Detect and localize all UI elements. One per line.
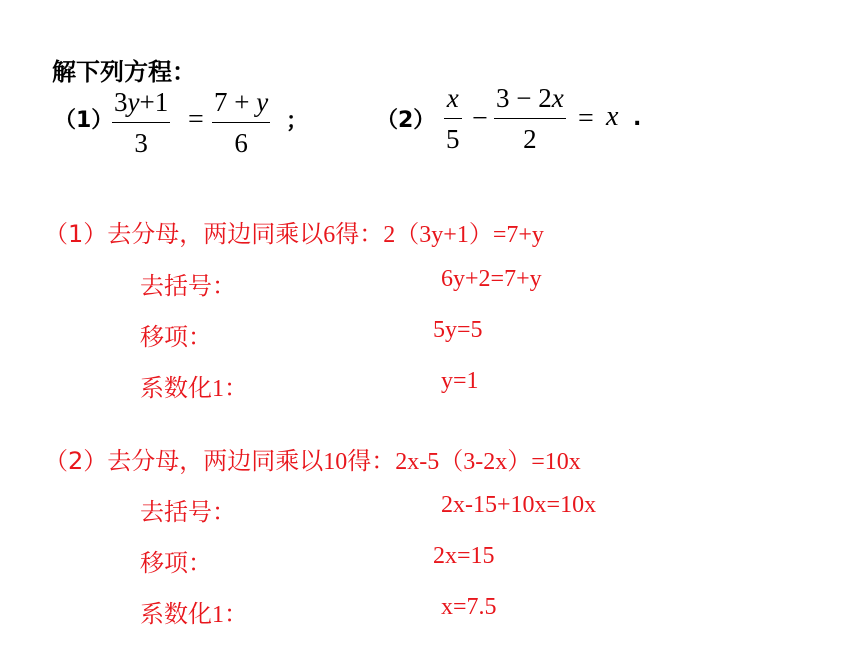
solution-1-step-4-equation: y=1: [441, 368, 479, 394]
solution-2-step-4-label: 系数化1：: [140, 600, 248, 628]
fraction-denominator: 6: [234, 128, 248, 158]
fraction-denominator: 2: [523, 124, 537, 154]
step-label: （1）去分母，两边同乘以: [44, 220, 324, 248]
step-label-suffix: 得：: [347, 447, 396, 475]
fraction-bar: [494, 118, 566, 119]
step-number: 10: [323, 449, 348, 475]
solution-2-step-4-equation: x=7.5: [441, 594, 497, 620]
fraction-numerator: 7 + y: [214, 87, 269, 117]
problem-2-label: （2）: [376, 108, 436, 133]
fraction-bar: [444, 118, 462, 119]
step-equation: 2x-5（3-2x）=10x: [395, 449, 581, 475]
rhs-variable: x: [606, 101, 619, 132]
step-number: 6: [323, 222, 336, 248]
problem-2-end: .: [633, 106, 642, 131]
problem-1-label: （1）: [54, 108, 114, 133]
solution-2-step-1: [44, 441, 581, 476]
step-label-suffix: 得：: [335, 220, 384, 248]
fraction-numerator: 3y+1: [114, 87, 169, 117]
solution-2-step-2-label: 去括号：: [140, 498, 236, 526]
solution-1-step-2-label: 去括号：: [140, 272, 236, 300]
problem-2-fraction-1: [444, 82, 462, 155]
step-equation: 2（3y+1）=7+y: [383, 222, 544, 248]
problem-1-end: ；: [286, 109, 309, 134]
fraction-denominator: 5: [446, 124, 460, 154]
minus-sign: −: [472, 103, 488, 134]
fraction-denominator: 3: [134, 128, 148, 158]
step-label: （2）去分母，两边同乘以: [44, 447, 324, 475]
fraction-bar: [212, 122, 270, 123]
solution-2-step-3-label: 移项：: [140, 549, 212, 577]
solution-1-step-4-label: 系数化1：: [140, 374, 248, 402]
solution-2-step-3-equation: 2x=15: [433, 543, 495, 569]
fraction-numerator: 3 − 2x: [496, 83, 564, 113]
problem-2-fraction-2: [494, 82, 566, 155]
solution-1-step-1: [44, 214, 544, 249]
equals-sign: =: [188, 104, 204, 135]
fraction-numerator: x: [446, 83, 459, 113]
problem-1-lhs-fraction: [112, 86, 170, 159]
equals-sign: =: [578, 103, 594, 134]
solution-1-step-3-label: 移项：: [140, 323, 212, 351]
solution-2-step-2-equation: 2x-15+10x=10x: [441, 492, 597, 518]
page-title: 解下列方程：: [52, 58, 196, 86]
fraction-bar: [112, 122, 170, 123]
solution-1-step-2-equation: 6y+2=7+y: [441, 266, 542, 292]
solution-1-step-3-equation: 5y=5: [433, 317, 483, 343]
problem-1-rhs-fraction: [212, 86, 270, 159]
